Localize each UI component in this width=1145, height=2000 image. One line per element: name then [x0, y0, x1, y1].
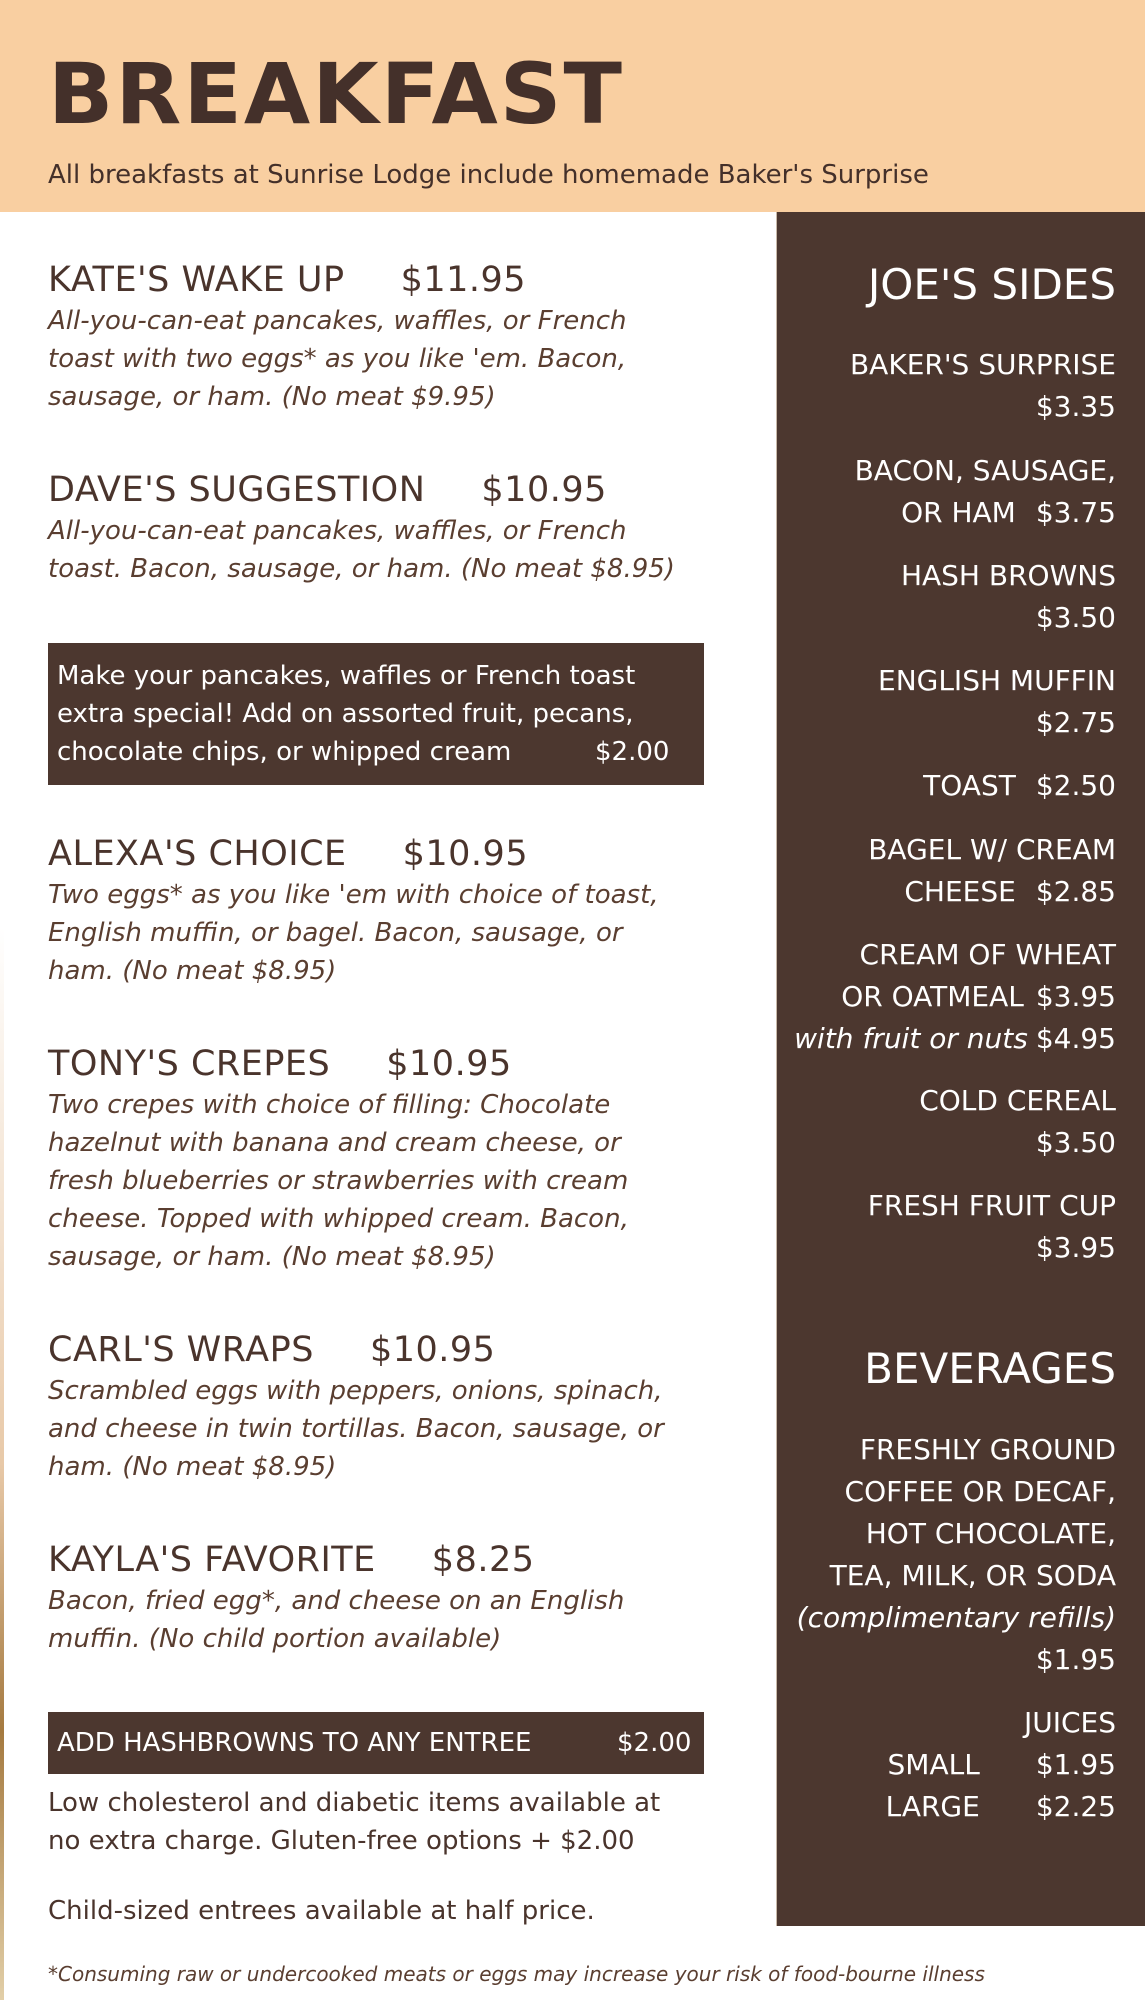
menu-item-alexas-choice — [48, 832, 738, 990]
menu-item-description: All-you-can-eat pancakes, waffles, or French toast with two eggs* as you like 'em. Bacon, sausage, or ham. (No meat $9.95) — [48, 306, 627, 412]
menu-item-kates-wake-up — [48, 258, 738, 416]
sides-and-beverages-panel — [776, 212, 1145, 1926]
menu-item-kaylas-favorite — [48, 1538, 738, 1658]
menu-item-name: CARL'S WRAPS — [48, 1330, 314, 1370]
menu-item-tonys-crepes — [48, 1042, 738, 1276]
menu-header — [0, 0, 1145, 212]
add-hashbrowns-price: $2.00 — [617, 1728, 692, 1758]
menu-item-price: $10.95 — [369, 1330, 496, 1370]
side-item-bagel-cream-cheese: BAGEL W/ CREAM CHEESE $2.85 — [868, 833, 1116, 908]
beverage-price: $1.95 — [1035, 1643, 1116, 1676]
beverage-item-juices: JUICES SMALL $1.95 LARGE $2.25 — [885, 1706, 1116, 1823]
page-title: BREAKFAST — [48, 45, 625, 143]
menu-item-price: $10.95 — [402, 834, 529, 874]
menu-item-name: KATE'S WAKE UP — [48, 260, 345, 300]
menu-item-price: $11.95 — [400, 260, 527, 300]
beverage-item-hot-drinks: FRESHLY GROUND COFFEE OR DECAF, HOT CHOCOLATE, TEA, MILK, OR SODA (complimentary refills) $1.95 — [797, 1429, 1116, 1681]
side-item-hash-browns: HASH BROWNS $3.50 — [900, 559, 1116, 634]
decorative-edge-strip — [0, 212, 4, 2000]
menu-item-name: KAYLA'S FAVORITE — [48, 1540, 376, 1580]
add-on-special-box — [48, 643, 704, 785]
menu-item-description: All-you-can-eat pancakes, waffles, or French toast. Bacon, sausage, or ham. (No meat $8.95) — [48, 516, 675, 584]
menu-item-price: $10.95 — [386, 1044, 512, 1084]
menu-item-name: ALEXA'S CHOICE — [48, 834, 347, 874]
menu-item-name: TONY'S CREPES — [48, 1044, 331, 1084]
menu-item-carls-wraps — [48, 1328, 738, 1486]
menu-item-description: Two eggs* as you like 'em with choice of toast, English muffin, or bagel. Bacon, sausage, or ham. (No meat $8.95) — [48, 880, 659, 986]
menu-item-price: $8.25 — [431, 1540, 535, 1580]
add-on-special-text: Make your pancakes, waffles or French toast extra special! Add on assorted fruit, pecans, chocolate chips, or whipped cream — [57, 661, 636, 767]
add-hashbrowns-text: ADD HASHBROWNS TO ANY ENTREE — [57, 1728, 532, 1758]
add-hashbrowns-box — [48, 1712, 704, 1774]
menu-item-name: DAVE'S SUGGESTION — [48, 470, 426, 510]
menu-item-description: Scrambled eggs with peppers, onions, spinach, and cheese in twin tortillas. Bacon, sausage, or ham. (No meat $8.95) — [48, 1376, 664, 1482]
add-on-special-price: $2.00 — [595, 737, 670, 767]
side-item-bacon-sausage-ham: BACON, SAUSAGE, OR HAM $3.75 — [854, 454, 1116, 529]
menu-item-description: Bacon, fried egg*, and cheese on an English muffin. (No child portion available) — [48, 1586, 625, 1654]
dietary-note: Low cholesterol and diabetic items available at no extra charge. Gluten-free options + $2.00 — [48, 1788, 661, 1856]
menu-item-daves-suggestion — [48, 468, 738, 588]
page-subtitle: All breakfasts at Sunrise Lodge include homemade Baker's Surprise — [48, 160, 929, 190]
sides-heading: JOE'S SIDES — [867, 260, 1116, 309]
menu-item-description: Two crepes with choice of filling: Chocolate hazelnut with banana and cream cheese, or fresh blueberries or strawberries with cream cheese. Topped with whipped cream. Bacon, sausage, or ham. (No meat $8.95) — [48, 1090, 629, 1272]
food-safety-footnote: *Consuming raw or undercooked meats or eggs may increase your risk of food-bourne illness — [48, 1962, 985, 1986]
refills-note: (complimentary refills) — [796, 1601, 1116, 1634]
side-item-fresh-fruit-cup: FRESH FRUIT CUP $3.95 — [867, 1189, 1116, 1264]
menu-item-price: $10.95 — [481, 470, 607, 510]
side-item-cold-cereal: COLD CEREAL $3.50 — [919, 1084, 1116, 1159]
side-item-toast: TOAST $2.50 — [923, 769, 1116, 802]
side-item-english-muffin: ENGLISH MUFFIN $2.75 — [878, 664, 1116, 739]
side-item-cream-of-wheat-oatmeal: CREAM OF WHEAT OR OATMEAL $3.95 with fruit or nuts $4.95 — [794, 938, 1116, 1055]
child-portion-note: Child-sized entrees available at half price. — [48, 1896, 595, 1926]
beverages-heading: BEVERAGES — [864, 1344, 1116, 1393]
side-item-bakers-surprise: BAKER'S SURPRISE $3.35 — [849, 348, 1116, 423]
